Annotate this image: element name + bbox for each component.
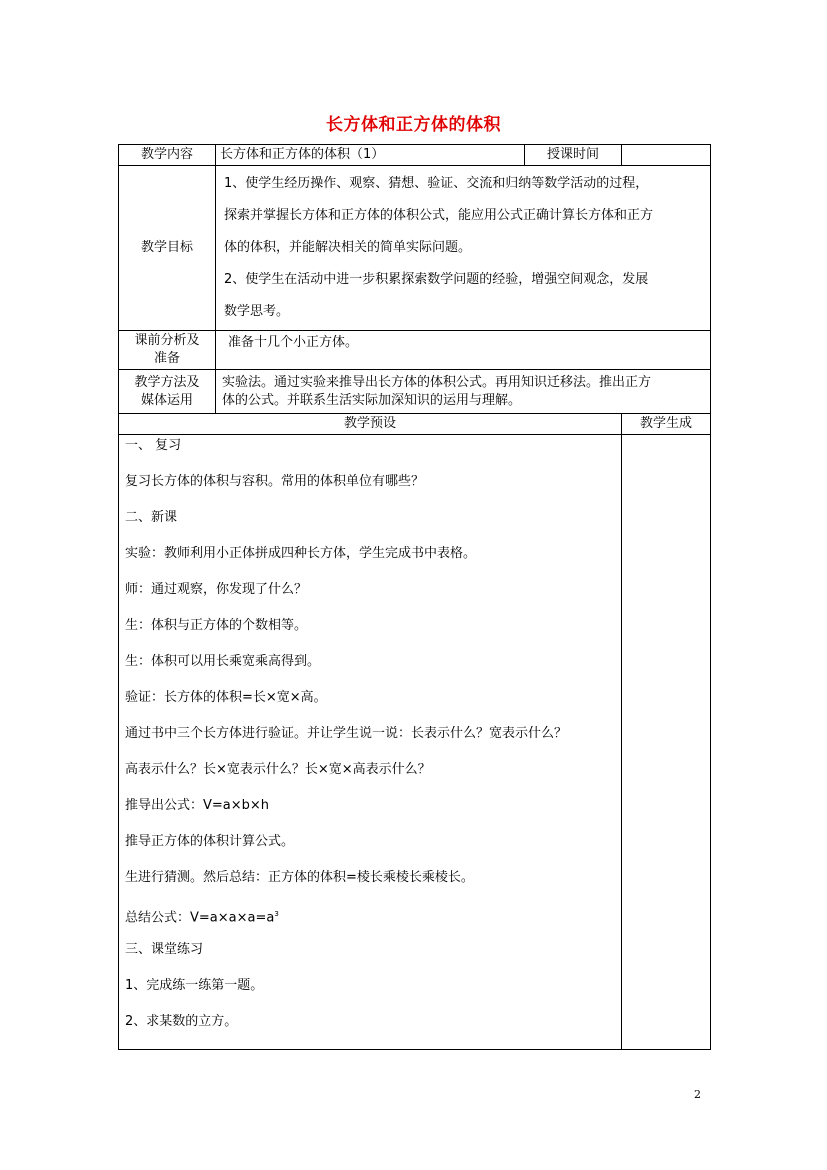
body-line: 生：体积可以用长乘宽乘高得到。 — [125, 654, 321, 669]
goals-text — [216, 166, 711, 331]
prep-label — [119, 331, 216, 370]
methods-label — [119, 370, 216, 414]
design-header: 教学预设 — [119, 414, 622, 435]
teaching-design-content — [119, 435, 622, 1050]
body-line: 验证：长方体的体积=长×宽×高。 — [125, 690, 327, 705]
goal-line: 体的体积，并能解决相关的简单实际问题。 — [224, 240, 472, 255]
header-row — [119, 145, 711, 166]
document-title: 长方体和正方体的体积 — [326, 115, 501, 135]
goal-line: 1、使学生经历操作、观察、猜想、验证、交流和归纳等数学活动的过程， — [224, 176, 649, 191]
prep-label-line1: 课前分析及 — [134, 333, 200, 348]
generation-header: 教学生成 — [622, 414, 711, 435]
body-line: 1、完成练一练第一题。 — [125, 978, 264, 993]
lesson-plan-table — [118, 144, 711, 1050]
methods-line1: 实验法。通过实验来推导出长方体的体积公式。再用知识迁移法。推出正方 — [222, 374, 652, 390]
prep-row — [119, 331, 711, 370]
page-number: 2 — [694, 1088, 701, 1101]
time-label: 授课时间 — [525, 145, 622, 166]
summary-formula-text: 总结公式：V=a×a×a=a — [125, 910, 275, 926]
body-line: 高表示什么？长×宽表示什么？长×宽×高表示什么？ — [125, 762, 431, 777]
goals-label: 教学目标 — [119, 166, 216, 331]
body-line: 三、课堂练习 — [125, 942, 204, 957]
body-line: 推导正方体的体积计算公式。 — [125, 834, 295, 849]
methods-label-line2: 媒体运用 — [140, 392, 193, 408]
goal-line: 探索并掌握长方体和正方体的体积公式，能应用公式正确计算长方体和正方 — [224, 208, 654, 223]
body-line: 师：通过观察，你发现了什么？ — [125, 582, 308, 597]
body-line: 2、求某数的立方。 — [125, 1014, 238, 1029]
methods-value — [216, 370, 711, 414]
methods-label-line1: 教学方法及 — [134, 374, 200, 390]
time-value — [622, 145, 711, 166]
body-line: 实验：教师利用小正体拼成四种长方体，学生完成书中表格。 — [125, 546, 477, 561]
summary-formula — [125, 905, 615, 941]
methods-line2: 体的公式。并联系生活实际加深知识的运用与理解。 — [222, 392, 522, 408]
methods-row — [119, 370, 711, 414]
content-label: 教学内容 — [119, 145, 216, 166]
goals-row — [119, 166, 711, 331]
exponent: 3 — [274, 910, 279, 918]
prep-value: 准备十几个小正方体。 — [216, 331, 711, 370]
body-line: 一、 复习 — [125, 438, 182, 453]
prep-label-line2: 准备 — [153, 351, 180, 366]
body-line: 推导出公式：V=a×b×h — [125, 798, 270, 813]
goal-line: 数学思考。 — [224, 304, 290, 319]
content-value: 长方体和正方体的体积（1） — [216, 145, 525, 166]
teaching-generation-content — [622, 435, 711, 1050]
body-line: 通过书中三个长方体进行验证。并让学生说一说：长表示什么？宽表示什么？ — [125, 726, 568, 741]
body-line: 复习长方体的体积与容积。常用的体积单位有哪些？ — [125, 474, 425, 489]
body-line: 生：体积与正方体的个数相等。 — [125, 618, 308, 633]
body-row — [119, 435, 711, 1050]
body-line: 生进行猜测。然后总结：正方体的体积=棱长乘棱长乘棱长。 — [125, 870, 474, 885]
goal-line: 2、使学生在活动中进一步积累探索数学问题的经验，增强空间观念，发展 — [224, 272, 649, 287]
section-header-row — [119, 414, 711, 435]
body-line: 二、新课 — [125, 510, 178, 525]
